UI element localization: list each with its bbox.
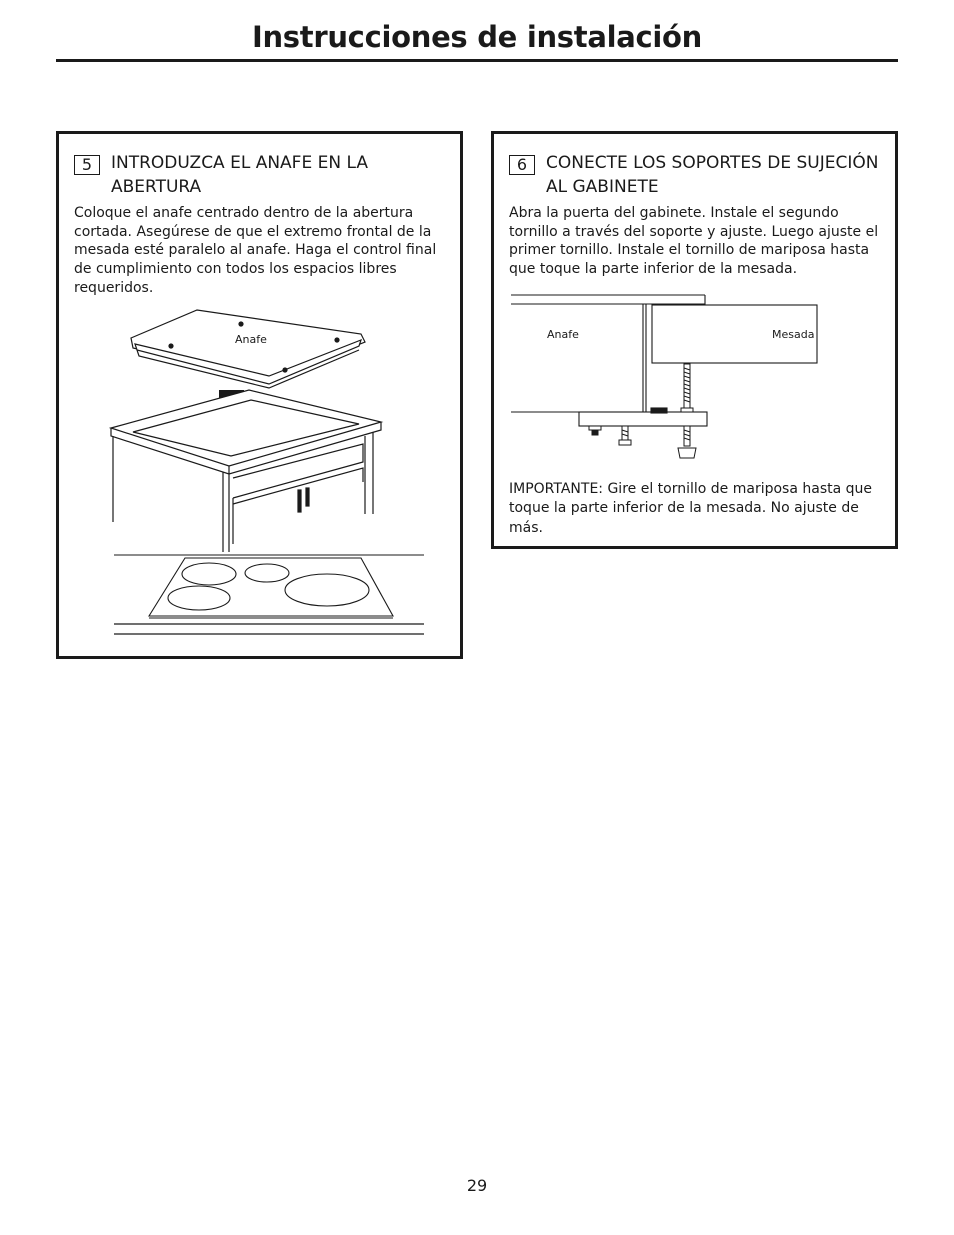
step-6-panel: [491, 131, 898, 549]
bracket-cross-section-illustration: [509, 292, 821, 462]
step-5-number: 5: [74, 155, 100, 175]
hold-down-bracket: [579, 412, 707, 426]
burner-ring: [285, 574, 369, 606]
step-6-number: 6: [509, 155, 535, 175]
cooktop-plate: [511, 295, 705, 304]
tray-corner-dot: [239, 322, 243, 326]
tray-corner-dot: [169, 344, 173, 348]
important-note: IMPORTANTE: Gire el tornillo de mariposa hasta que toque la parte inferior de la mesada. No ajuste de más.: [509, 481, 873, 536]
step-6-heading: CONECTE LOS SOPORTES DE SUJECIÓN AL GABINETE: [546, 153, 879, 197]
step-5-heading: INTRODUZCA EL ANAFE EN LA ABERTURA: [111, 153, 368, 197]
bracket-screw: [589, 426, 601, 435]
countertop-label: Mesada: [772, 328, 815, 341]
title-rule: [56, 59, 898, 62]
bracket-screw: [619, 426, 631, 445]
burner-ring: [168, 586, 230, 610]
cooktop-tray: [131, 310, 365, 388]
tray-corner-dot: [335, 338, 339, 342]
page-number: 29: [466, 1176, 488, 1195]
thumb-screw: [678, 364, 696, 458]
cooktop-label: Anafe: [547, 328, 579, 341]
cooktop-insertion-illustration: [109, 304, 429, 639]
countertop-cabinet: [111, 390, 381, 552]
step-5-panel: [56, 131, 463, 659]
cooktop-surface: [149, 558, 393, 618]
step-5-body: Coloque el anafe centrado dentro de la abertura cortada. Asegúrese de que el extremo frontal de la mesada esté paralelo al anafe. Haga el control final de cumplimiento con todos los espacios libres requeridos.: [74, 205, 437, 296]
step-6-body: Abra la puerta del gabinete. Instale el segundo tornillo a través del soporte y ajuste. Luego ajuste el primer tornillo. Instale el tornillo de mariposa hasta que toque la parte inferior de la mesada.: [509, 205, 879, 278]
cooktop-label: Anafe: [235, 333, 267, 346]
burner-ring: [245, 564, 289, 582]
page-title: Instrucciones de instalación: [251, 20, 703, 54]
burner-ring: [182, 563, 236, 585]
tray-corner-dot: [283, 368, 287, 372]
